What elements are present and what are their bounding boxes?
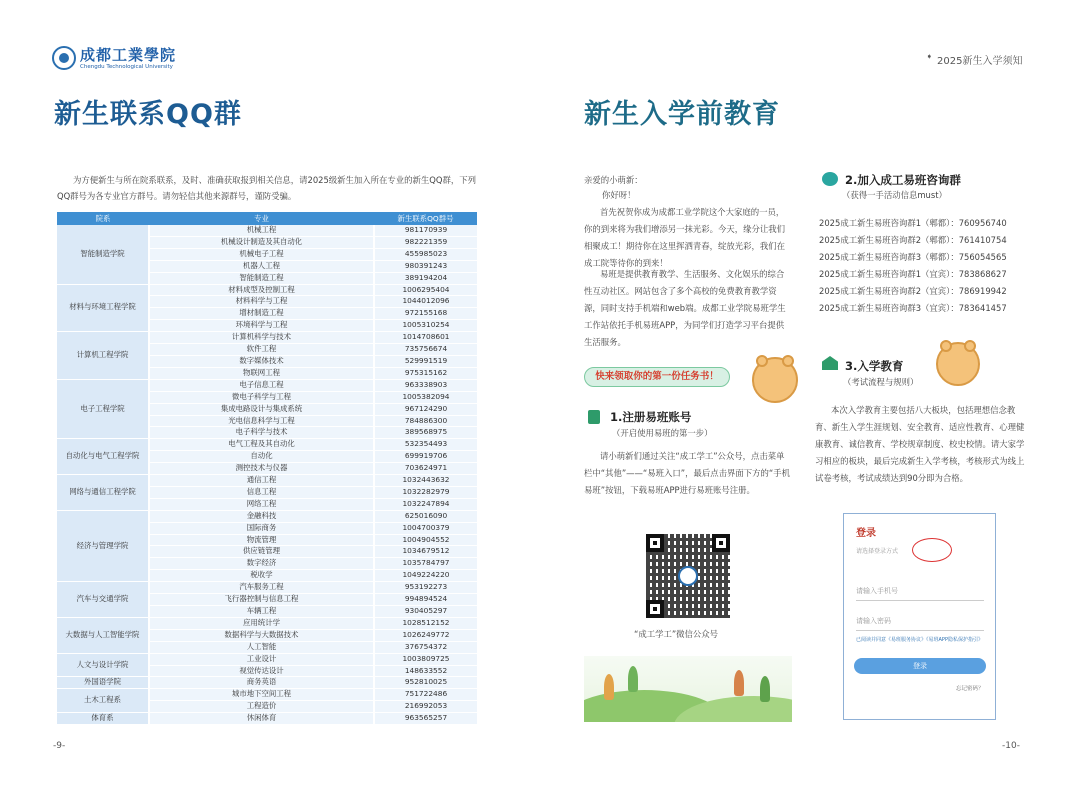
school-icon — [822, 356, 838, 370]
qq-number-cell: 1035784797 — [374, 558, 477, 570]
login-tab-hint: 请选择登录方式 — [856, 548, 899, 555]
qq-number-cell: 1026249772 — [374, 629, 477, 641]
qq-number-cell: 751722486 — [374, 689, 477, 701]
major-cell: 材料成型及控制工程 — [149, 284, 374, 296]
major-cell: 电气工程及其自动化 — [149, 439, 374, 451]
section3-title: 3.入学教育 — [845, 359, 904, 373]
major-cell: 物流管理 — [149, 534, 374, 546]
table-row — [57, 617, 477, 629]
greeting: 亲爱的小萌新： — [584, 175, 643, 185]
major-cell: 机器人工程 — [149, 260, 374, 272]
qr-finder-icon — [646, 600, 664, 618]
table-row — [57, 379, 477, 391]
dept-cell: 电子工程学院 — [57, 379, 149, 439]
qr-caption: “成工学工”微信公众号 — [634, 629, 719, 639]
left-page-title: 新生联系QQ群 — [54, 99, 242, 130]
qq-number-cell: 455985023 — [374, 248, 477, 260]
section3-subtitle: （考试流程与规则） — [843, 377, 919, 387]
qq-number-cell: 1005310254 — [374, 320, 477, 332]
logo-chinese: 成都工業學院 — [80, 46, 177, 64]
qq-number-cell: 975315162 — [374, 367, 477, 379]
qq-number-cell: 930405297 — [374, 606, 477, 618]
chat-bubble-icon — [822, 172, 838, 186]
highlight-circle-icon — [912, 538, 952, 562]
login-screenshot — [843, 513, 996, 720]
table-row — [57, 284, 477, 296]
group-item: 2025成工新生易班咨询群3（郫都）：756054565 — [819, 252, 1007, 262]
group-list — [819, 215, 1007, 317]
major-cell: 飞行器控制与信息工程 — [149, 594, 374, 606]
dept-cell: 智能制造学院 — [57, 225, 149, 284]
bear-mascot-icon — [936, 342, 980, 386]
section2-title: 2.加入成工易班咨询群 — [845, 173, 961, 187]
major-cell: 应用统计学 — [149, 617, 374, 629]
qq-number-cell: 981170939 — [374, 225, 477, 236]
group-item: 2025成工新生易班咨询群3（宜宾）：783641457 — [819, 303, 1007, 313]
major-cell: 商务英语 — [149, 677, 374, 689]
group-item: 2025成工新生易班咨询群1（郫都）：760956740 — [819, 218, 1007, 228]
qq-number-cell: 1032282979 — [374, 486, 477, 498]
left-page-number: -9- — [53, 741, 66, 751]
qq-number-cell: 980391243 — [374, 260, 477, 272]
qq-number-cell: 963565257 — [374, 713, 477, 725]
major-cell: 机械电子工程 — [149, 248, 374, 260]
landscape-illustration — [584, 656, 792, 722]
major-cell: 光电信息科学与工程 — [149, 415, 374, 427]
major-cell: 机械工程 — [149, 225, 374, 236]
phone-field-placeholder: 请输入手机号 — [856, 587, 898, 595]
qq-number-cell: 972155168 — [374, 308, 477, 320]
major-cell: 城市地下空间工程 — [149, 689, 374, 701]
qq-number-cell: 1049224220 — [374, 570, 477, 582]
qq-number-cell: 389568975 — [374, 427, 477, 439]
dept-cell: 经济与管理学院 — [57, 510, 149, 581]
qq-group-table — [57, 212, 477, 725]
qq-number-cell: 376754372 — [374, 641, 477, 653]
qq-number-cell: 982221359 — [374, 236, 477, 248]
qq-number-cell: 1006295404 — [374, 284, 477, 296]
major-cell: 金融科技 — [149, 510, 374, 522]
table-row — [57, 677, 477, 689]
major-cell: 国际商务 — [149, 522, 374, 534]
table-row — [57, 713, 477, 725]
login-title: 登录 — [856, 528, 876, 539]
hello: 你好呀！ — [602, 190, 636, 200]
major-cell: 车辆工程 — [149, 606, 374, 618]
forgot-password-link[interactable]: 忘记密码？ — [956, 686, 984, 692]
table-row — [57, 582, 477, 594]
major-cell: 集成电路设计与集成系统 — [149, 403, 374, 415]
right-page-title: 新生入学前教育 — [584, 99, 780, 130]
task-banner: 快来领取你的第一份任务书！ — [584, 367, 730, 387]
logo-english: Chengdu Technological University — [80, 64, 173, 70]
dept-cell: 网络与通信工程学院 — [57, 475, 149, 511]
major-cell: 软件工程 — [149, 344, 374, 356]
section3-body: 本次入学教育主要包括八大板块，包括理想信念教育、新生入学生涯规划、安全教育、适应性教育、心理健康教育、诚信教育、学校规章制度、校史校情。请大家学习相应的板块，最后完成新生入学考核，考核形式为线上试卷考核，考试成绩达到90分即为合格。 — [815, 405, 1025, 483]
major-cell: 自动化 — [149, 451, 374, 463]
major-cell: 视觉传达设计 — [149, 665, 374, 677]
table-header-row — [57, 212, 477, 225]
qq-number-cell: 1014708601 — [374, 332, 477, 344]
group-item: 2025成工新生易班咨询群2（郫都）：761410754 — [819, 235, 1007, 245]
agreement-text: 已阅读并同意《易班服务协议》《易班APP隐私保护指引》 — [856, 637, 983, 643]
arrow-icon: ➧ — [926, 52, 933, 61]
qq-number-cell: 1004700379 — [374, 522, 477, 534]
qq-number-cell: 703624971 — [374, 463, 477, 475]
qq-number-cell: 735756674 — [374, 344, 477, 356]
major-cell: 增材制造工程 — [149, 308, 374, 320]
major-cell: 工程造价 — [149, 701, 374, 713]
dept-cell: 计算机工程学院 — [57, 332, 149, 380]
dept-cell: 人文与设计学院 — [57, 653, 149, 677]
major-cell: 材料科学与工程 — [149, 296, 374, 308]
qq-number-cell: 1004904552 — [374, 534, 477, 546]
major-cell: 税收学 — [149, 570, 374, 582]
table-row — [57, 689, 477, 701]
qr-finder-icon — [646, 534, 664, 552]
major-cell: 数据科学与大数据技术 — [149, 629, 374, 641]
field-underline — [856, 600, 984, 601]
major-cell: 环境科学与工程 — [149, 320, 374, 332]
major-cell: 物联网工程 — [149, 367, 374, 379]
qq-number-cell: 1032443632 — [374, 475, 477, 487]
qq-number-cell: 532354493 — [374, 439, 477, 451]
header-major: 专业 — [149, 212, 374, 225]
table-row — [57, 225, 477, 236]
major-cell: 汽车服务工程 — [149, 582, 374, 594]
header-qq: 新生联系QQ群号 — [374, 212, 477, 225]
major-cell: 微电子科学与工程 — [149, 391, 374, 403]
table-row — [57, 439, 477, 451]
dept-cell: 土木工程系 — [57, 689, 149, 713]
dept-cell: 体育系 — [57, 713, 149, 725]
qq-number-cell: 148633552 — [374, 665, 477, 677]
password-field-placeholder: 请输入密码 — [856, 617, 891, 625]
dept-cell: 汽车与交通学院 — [57, 582, 149, 618]
header-dept: 院系 — [57, 212, 149, 225]
major-cell: 电子信息工程 — [149, 379, 374, 391]
qq-number-cell: 529991519 — [374, 355, 477, 367]
qq-number-cell: 963338903 — [374, 379, 477, 391]
dept-cell: 自动化与电气工程学院 — [57, 439, 149, 475]
qq-number-cell: 216992053 — [374, 701, 477, 713]
major-cell: 智能制造工程 — [149, 272, 374, 284]
section1-body: 请小萌新们通过关注“成工学工”公众号，点击菜单栏中“其他”——“易班入口”，最后点击界面下方的“手机易班”按钮，下载易班APP进行易班账号注册。 — [584, 451, 790, 495]
qr-logo-icon — [678, 566, 698, 586]
login-button[interactable]: 登录 — [854, 658, 986, 674]
section1-subtitle: （开启使用易班的第一步） — [612, 428, 713, 438]
qq-number-cell: 784886300 — [374, 415, 477, 427]
major-cell: 数字经济 — [149, 558, 374, 570]
table-row — [57, 653, 477, 665]
group-item: 2025成工新生易班咨询群1（宜宾）：783868627 — [819, 269, 1007, 279]
major-cell: 休闲体育 — [149, 713, 374, 725]
qq-number-cell: 1005382094 — [374, 391, 477, 403]
major-cell: 计算机科学与技术 — [149, 332, 374, 344]
qq-number-cell: 1028512152 — [374, 617, 477, 629]
major-cell: 人工智能 — [149, 641, 374, 653]
major-cell: 供应链管理 — [149, 546, 374, 558]
section1-title: 1.注册易班账号 — [610, 410, 692, 424]
qq-number-cell: 994894524 — [374, 594, 477, 606]
school-seal-icon — [52, 46, 76, 70]
bear-mascot-icon — [752, 357, 798, 403]
qq-number-cell: 1034679512 — [374, 546, 477, 558]
qr-finder-icon — [712, 534, 730, 552]
table-row — [57, 332, 477, 344]
dept-cell: 大数据与人工智能学院 — [57, 617, 149, 653]
yiban-paragraph: 易班是提供教育教学、生活服务、文化娱乐的综合性互动社区。网站包含了多个高校的免费教育教学资源，同时支持手机端和web端。成都工业学院易班学生工作站依托手机易班APP，为同学们打造学习平台提供生活服务。 — [584, 269, 786, 347]
dept-cell: 材料与环境工程学院 — [57, 284, 149, 332]
major-cell: 电子科学与技术 — [149, 427, 374, 439]
group-item: 2025成工新生易班咨询群2（宜宾）：786919942 — [819, 286, 1007, 296]
lock-icon — [588, 410, 600, 424]
qq-number-cell: 625016090 — [374, 510, 477, 522]
dept-cell: 外国语学院 — [57, 677, 149, 689]
major-cell: 数字媒体技术 — [149, 355, 374, 367]
qq-number-cell: 699919706 — [374, 451, 477, 463]
major-cell: 工业设计 — [149, 653, 374, 665]
qq-number-cell: 1044012096 — [374, 296, 477, 308]
qq-number-cell: 1003809725 — [374, 653, 477, 665]
major-cell: 信息工程 — [149, 486, 374, 498]
right-page-number: -10- — [1002, 741, 1020, 751]
qq-number-cell: 1032247894 — [374, 498, 477, 510]
field-underline — [856, 630, 984, 631]
major-cell: 通信工程 — [149, 475, 374, 487]
table-row — [57, 475, 477, 487]
welcome-paragraph: 首先祝贺你成为成都工业学院这个大家庭的一员，你的到来将为我们增添另一抹光彩。今天，缘分让我们相聚成工！期待你在这里挥洒青春，绽放光彩，我们在成工院等待你的到来！ — [584, 207, 785, 268]
section2-subtitle: （获得一手活动信息must） — [842, 190, 947, 200]
qq-number-cell: 953192273 — [374, 582, 477, 594]
table-row — [57, 510, 477, 522]
page-header-right: 2025新生入学须知 — [937, 56, 1023, 67]
qq-number-cell: 967124290 — [374, 403, 477, 415]
qq-number-cell: 952810025 — [374, 677, 477, 689]
intro-paragraph: 为方便新生与所在院系联系，及时、准确获取报到相关信息，请2025级新生加入所在专业的新生QQ群，下列QQ群号为各专业官方群号。请勿轻信其他来源群号，谨防受骗。 — [57, 175, 476, 201]
major-cell: 测控技术与仪器 — [149, 463, 374, 475]
major-cell: 机械设计制造及其自动化 — [149, 236, 374, 248]
major-cell: 网络工程 — [149, 498, 374, 510]
qq-number-cell: 389194204 — [374, 272, 477, 284]
